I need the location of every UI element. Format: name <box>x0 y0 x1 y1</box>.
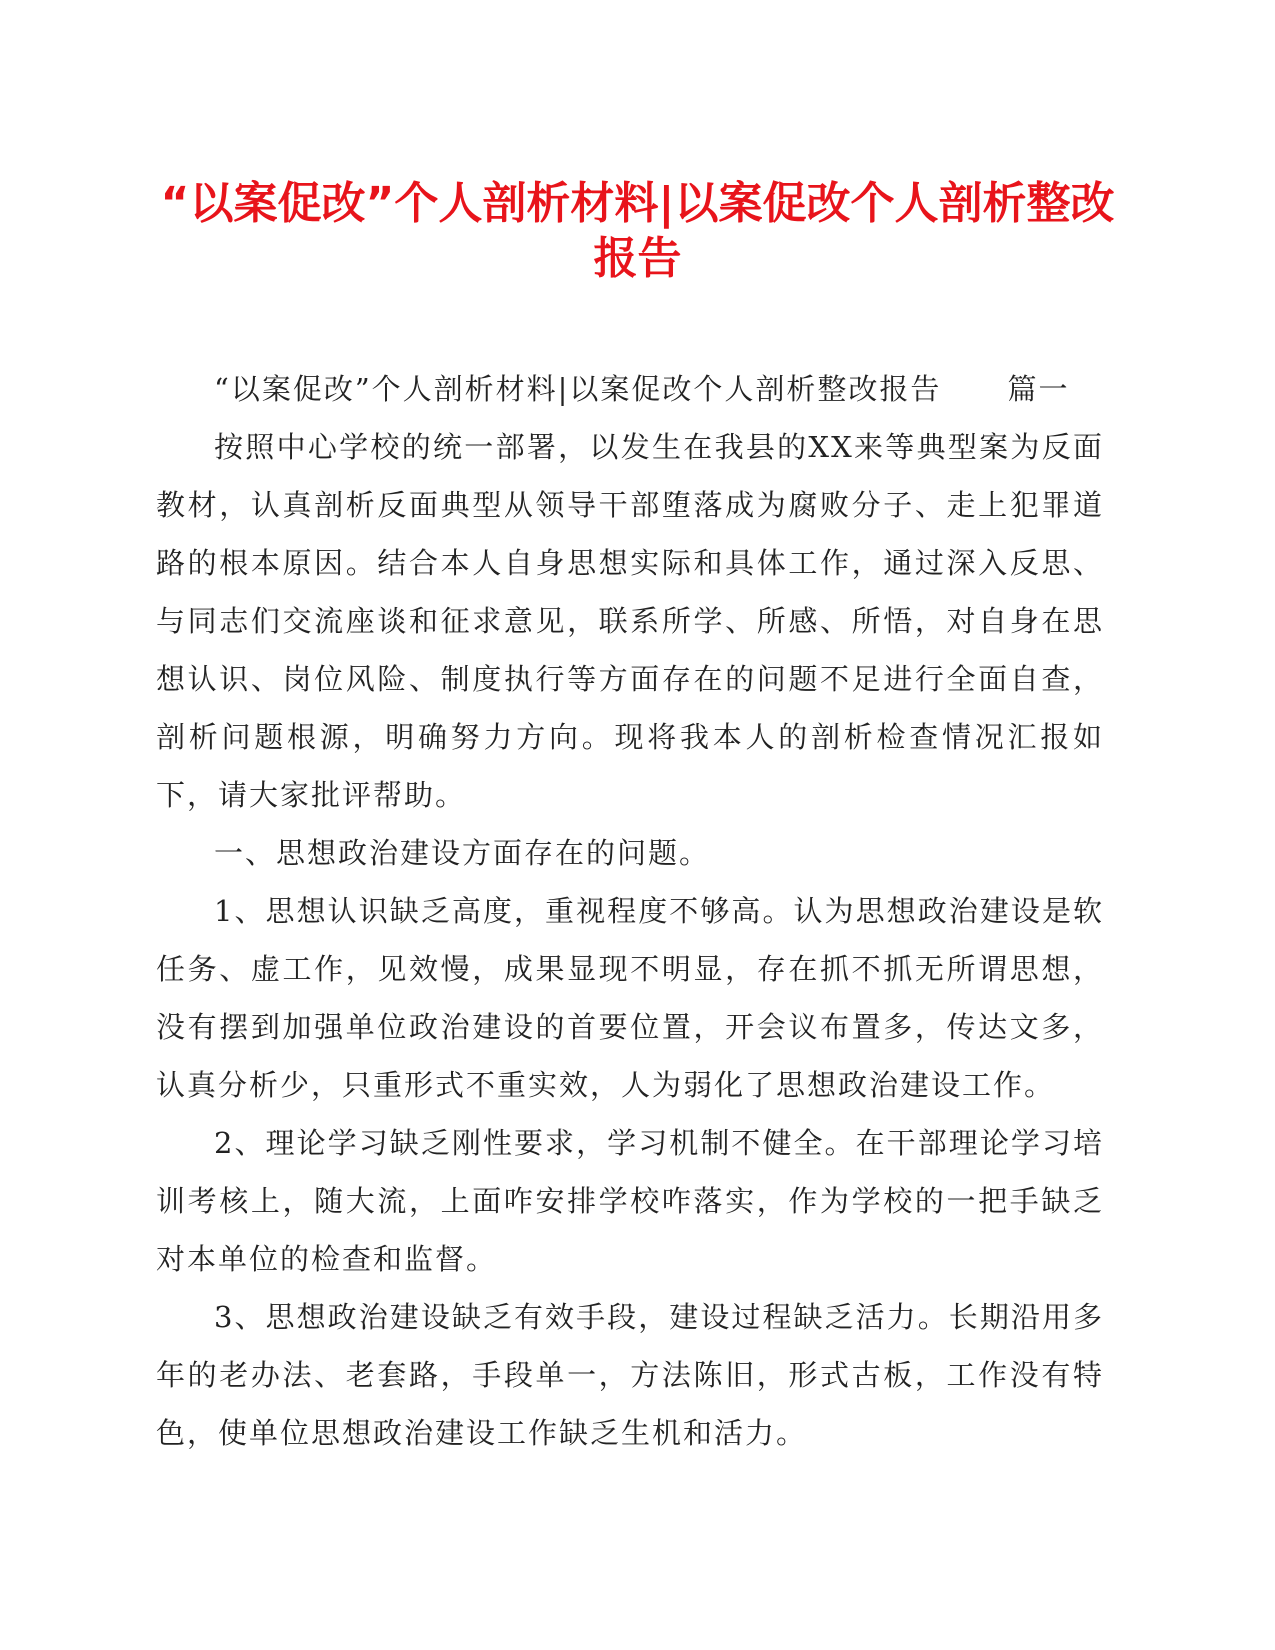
paragraph-item-2: 2、理论学习缺乏刚性要求，学习机制不健全。在干部理论学习培训考核上，随大流，上面咋安排学校咋落实，作为学校的一把手缺乏对本单位的检查和监督。 <box>156 1126 1104 1276</box>
paragraph-intro: 按照中心学校的统一部署，以发生在我县的XX来等典型案为反面教材，认真剖析反面典型从领导干部堕落成为腐败分子、走上犯罪道路的根本原因。结合本人自身思想实际和具体工作，通过深入反思、与同志们交流座谈和征求意见，联系所学、所感、所悟，对自身在思想认识、岗位风险、制度执行等方面存在的问题不足进行全面自查，剖析问题根源，明确努力方向。现将我本人的剖析检查情况汇报如下，请大家批评帮助。 <box>156 430 1104 812</box>
paragraph-item-1: 1、思想认识缺乏高度，重视程度不够高。认为思想政治建设是软任务、虚工作，见效慢，成果显现不明显，存在抓不抓无所谓思想，没有摆到加强单位政治建设的首要位置，开会议布置多，传达文多，认真分析少，只重形式不重实效，人为弱化了思想政治建设工作。 <box>156 894 1104 1102</box>
document-title: “以案促改”个人剖析材料|以案促改个人剖析整改报告 <box>160 178 1115 284</box>
subtitle-text: “以案促改”个人剖析材料|以案促改个人剖析整改报告 <box>214 372 942 406</box>
document-body <box>156 360 1104 1462</box>
section-heading: 一、思想政治建设方面存在的问题。 <box>214 836 711 870</box>
subtitle-line <box>156 360 1104 418</box>
part-label: 篇一 <box>1007 372 1070 406</box>
paragraph-item-3: 3、思想政治建设缺乏有效手段，建设过程缺乏活力。长期沿用多年的老办法、老套路，手段单一，方法陈旧，形式古板，工作没有特色，使单位思想政治建设工作缺乏生机和活力。 <box>156 1300 1104 1450</box>
